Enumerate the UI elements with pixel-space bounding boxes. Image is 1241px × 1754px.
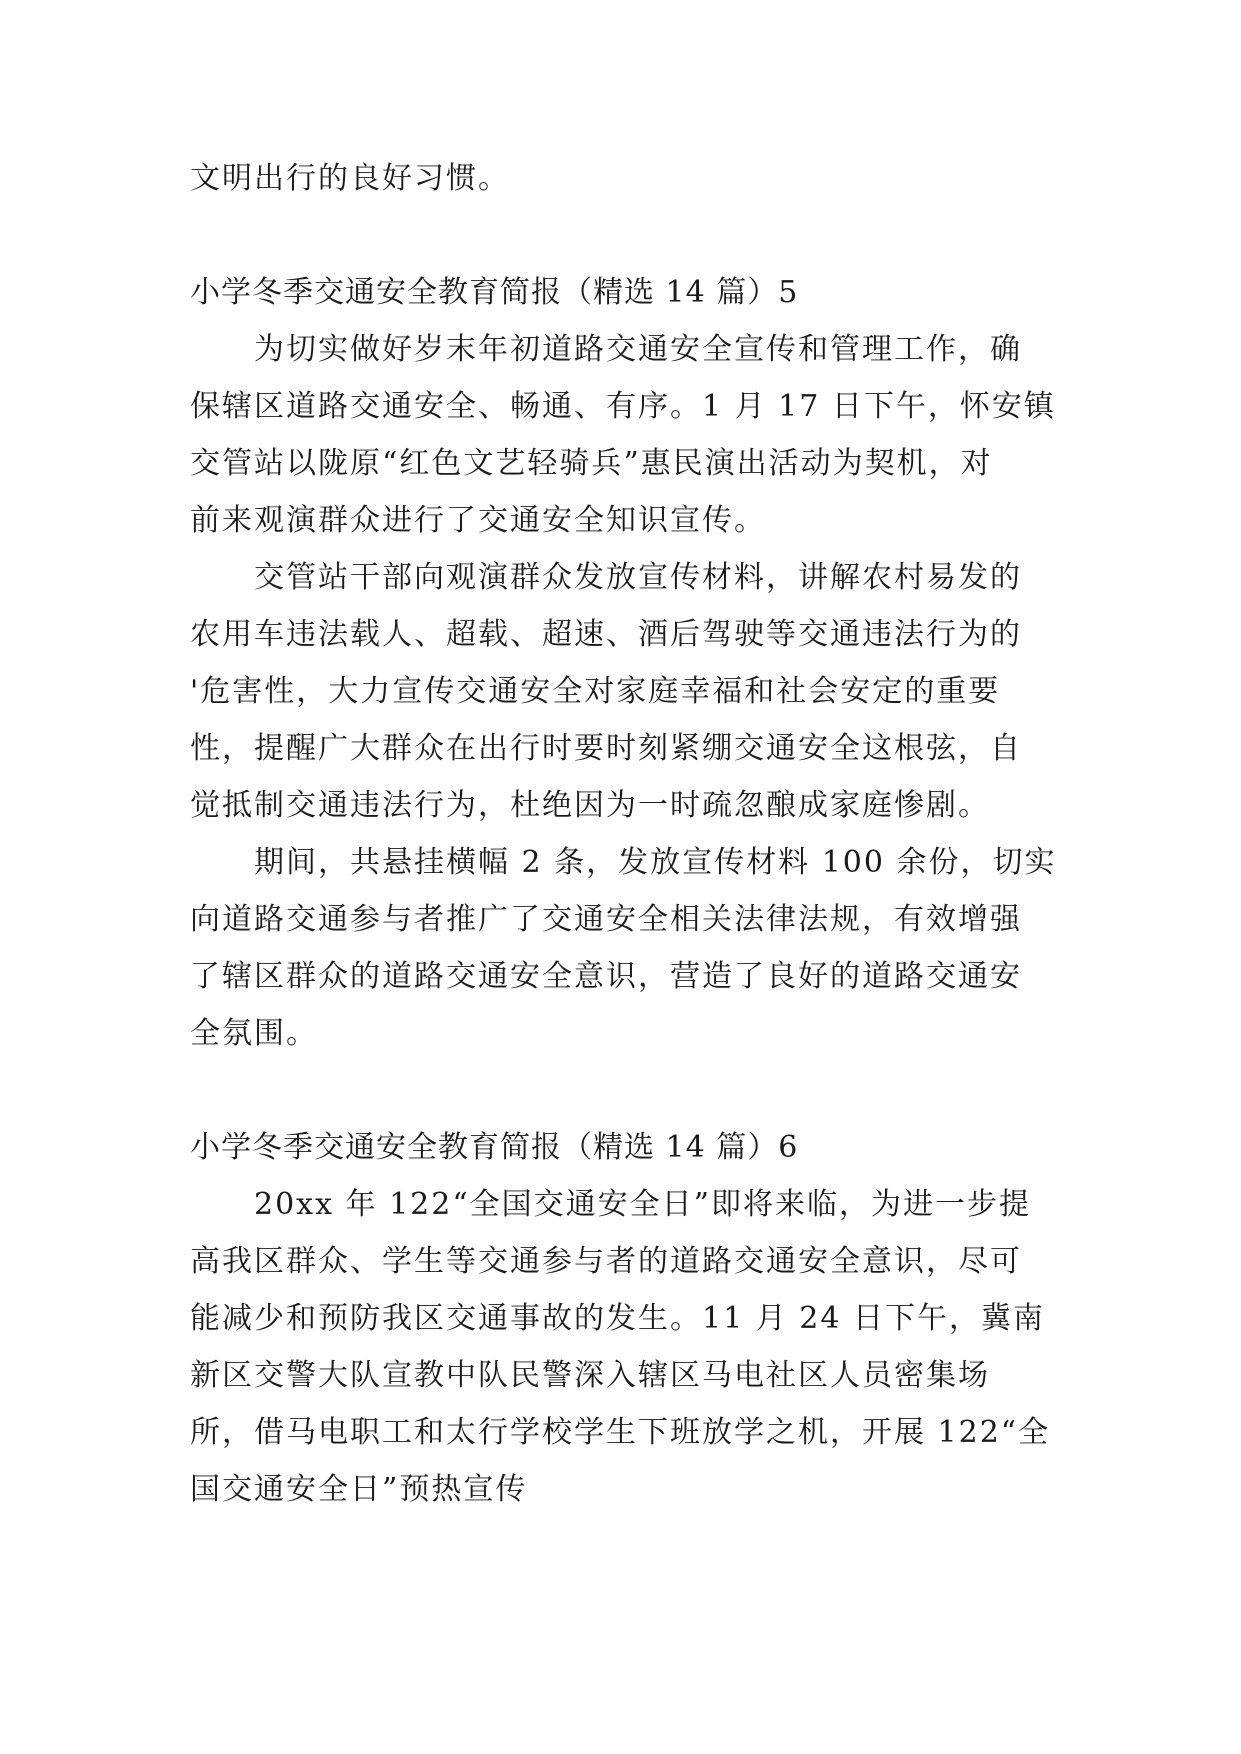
spacer — [190, 1062, 1060, 1119]
body-line: '危害性，大力宣传交通安全对家庭幸福和社会安定的重要 — [190, 674, 1001, 709]
body-line: 性，提醒广大群众在出行时要时刻紧绷交通安全这根弦，自 — [190, 731, 1022, 766]
document-page — [190, 150, 1060, 1518]
body-line: 全氛围。 — [190, 1016, 318, 1051]
body-line: 向道路交通参与者推广了交通安全相关法律法规，有效增强 — [190, 902, 1022, 937]
body-line: 能减少和预防我区交通事故的发生。11 月 24 日下午，冀南 — [190, 1301, 1045, 1336]
body-line: 高我区群众、学生等交通参与者的道路交通安全意识，尽可 — [190, 1244, 1022, 1279]
body-line: 20xx 年 122“全国交通安全日”即将来临，为进一步提 — [254, 1187, 1032, 1222]
body-line: 交管站以陇原“红色文艺轻骑兵”惠民演出活动为契机，对 — [190, 446, 993, 481]
body-line: 所，借马电职工和太行学校学生下班放学之机，开展 122“全 — [190, 1415, 1051, 1450]
body-line: 文明出行的良好习惯。 — [190, 161, 510, 196]
body-line: 保辖区道路交通安全、畅通、有序。1 月 17 日下午，怀安镇 — [190, 389, 1056, 424]
body-line: 觉抵制交通违法行为，杜绝因为一时疏忽酿成家庭惨剧。 — [190, 788, 990, 823]
body-line: 农用车违法载人、超载、超速、酒后驾驶等交通违法行为的 — [190, 617, 1022, 652]
section-heading: 小学冬季交通安全教育简报（精选 14 篇）5 — [190, 275, 799, 310]
body-line: 国交通安全日”预热宣传 — [190, 1472, 528, 1507]
body-line: 交管站干部向观演群众发放宣传材料，讲解农村易发的 — [254, 560, 1022, 595]
section-heading: 小学冬季交通安全教育简报（精选 14 篇）6 — [190, 1130, 799, 1165]
body-line: 了辖区群众的道路交通安全意识，营造了良好的道路交通安 — [190, 959, 1022, 994]
body-line: 期间，共悬挂横幅 2 条，发放宣传材料 100 余份，切实 — [254, 845, 1057, 880]
body-line: 为切实做好岁末年初道路交通安全宣传和管理工作，确 — [254, 332, 1022, 367]
body-line: 前来观演群众进行了交通安全知识宣传。 — [190, 503, 766, 538]
spacer — [190, 207, 1060, 264]
body-line: 新区交警大队宣教中队民警深入辖区马电社区人员密集场 — [190, 1358, 990, 1393]
